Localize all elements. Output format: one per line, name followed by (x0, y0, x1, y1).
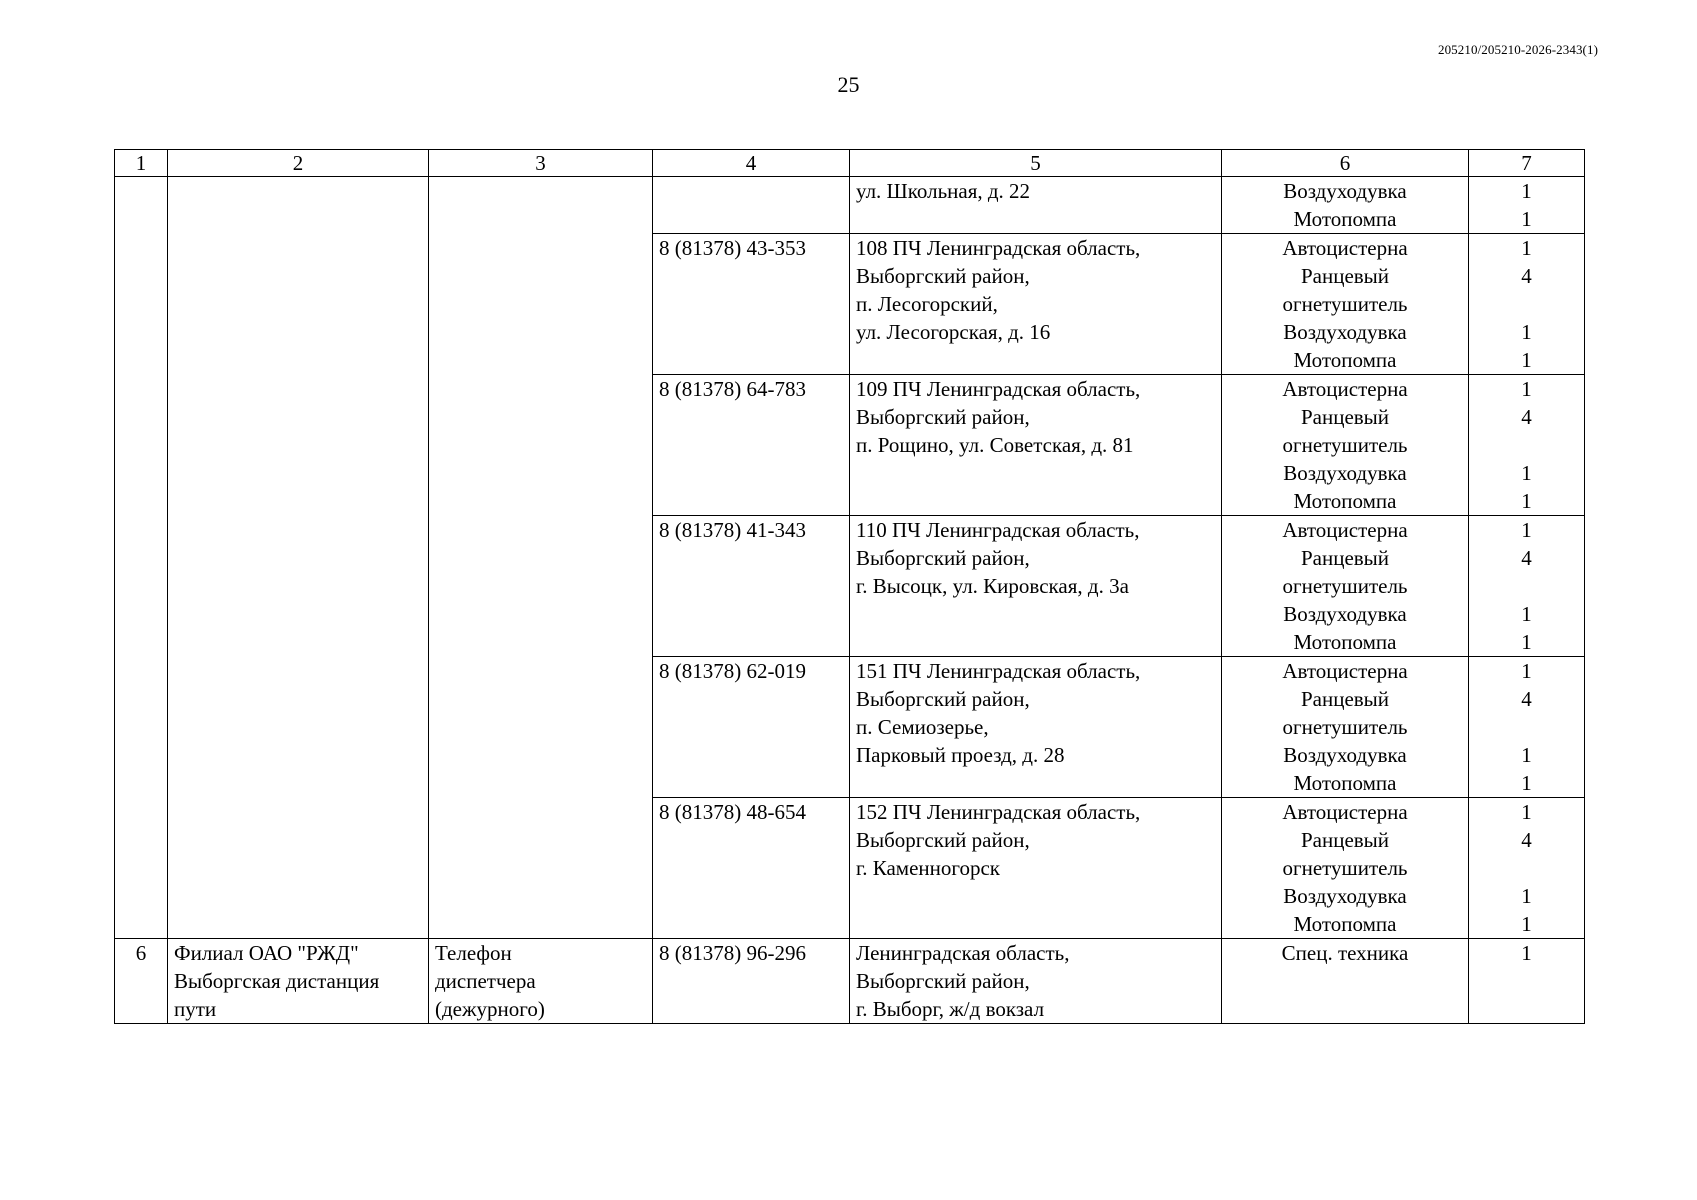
address-line: п. Рощино, ул. Советская, д. 81 (856, 433, 1134, 457)
address-line: п. Лесогорский, (856, 292, 998, 316)
equipment-item: Мотопомпа (1293, 348, 1397, 372)
address-line: ул. Школьная, д. 22 (856, 179, 1031, 203)
quantity-value: 1 (1521, 377, 1532, 401)
phone-cell (653, 657, 850, 798)
address-line: г. Высоцк, ул. Кировская, д. 3а (856, 574, 1129, 598)
main-table (114, 149, 1585, 1024)
quantity-value: 1 (1521, 602, 1532, 626)
equipment-item: Ранцевый (1300, 264, 1390, 288)
equipment-cell (1222, 516, 1469, 657)
address-cell (850, 657, 1222, 798)
column-header: 2 (168, 150, 429, 177)
phone-number: 8 (81378) 96-296 (659, 941, 806, 965)
phone-number: 8 (81378) 48-654 (659, 800, 806, 824)
quantity-value: 4 (1521, 687, 1532, 711)
quantity-value: 1 (1521, 348, 1532, 372)
column-header: 4 (653, 150, 850, 177)
equipment-item: Ранцевый (1300, 828, 1390, 852)
quantity-cell (1469, 234, 1585, 375)
equipment-cell (1222, 375, 1469, 516)
phone-cell (653, 939, 850, 1024)
quantity-value: 1 (1521, 941, 1532, 965)
phone-cell (653, 177, 850, 234)
equipment-cell (1222, 234, 1469, 375)
equipment-item: Ранцевый (1300, 405, 1390, 429)
address-line: 108 ПЧ Ленинградская область, (856, 236, 1141, 260)
contact-line: Телефон (435, 941, 512, 965)
phone-cell (653, 516, 850, 657)
quantity-cell (1469, 516, 1585, 657)
address-line: 110 ПЧ Ленинградская область, (856, 518, 1140, 542)
quantity-value: 1 (1521, 320, 1532, 344)
phone-number: 8 (81378) 62-019 (659, 659, 806, 683)
equipment-item: Мотопомпа (1293, 489, 1397, 513)
equipment-item: Воздуходувка (1283, 743, 1407, 767)
quantity-value (1475, 713, 1578, 741)
contact-cell (429, 177, 653, 939)
quantity-value: 1 (1521, 207, 1532, 231)
quantity-value: 1 (1521, 659, 1532, 683)
quantity-cell (1469, 657, 1585, 798)
phone-number: 8 (81378) 64-783 (659, 377, 806, 401)
address-cell (850, 177, 1222, 234)
address-line: Выборгский район, (856, 264, 1030, 288)
phone-number: 8 (81378) 43-353 (659, 236, 806, 260)
equipment-item: огнетушитель (1282, 856, 1408, 880)
quantity-value (1475, 572, 1578, 600)
contact-line: диспетчера (435, 969, 536, 993)
phone-cell (653, 234, 850, 375)
row-number-cell (115, 177, 168, 939)
row-number-cell (115, 939, 168, 1024)
address-line: п. Семиозерье, (856, 715, 989, 739)
address-line: г. Выборг, ж/д вокзал (856, 997, 1045, 1021)
phone-number: 8 (81378) 41-343 (659, 518, 806, 542)
organization-cell (168, 939, 429, 1024)
equipment-item: Мотопомпа (1293, 912, 1397, 936)
equipment-cell (1222, 177, 1469, 234)
address-line: Выборгский район, (856, 969, 1030, 993)
equipment-item: Воздуходувка (1283, 884, 1407, 908)
address-cell (850, 516, 1222, 657)
quantity-value: 1 (1521, 912, 1532, 936)
address-line: 151 ПЧ Ленинградская область, (856, 659, 1141, 683)
column-header: 5 (850, 150, 1222, 177)
quantity-value: 1 (1521, 630, 1532, 654)
equipment-item: огнетушитель (1282, 292, 1408, 316)
address-line: 152 ПЧ Ленинградская область, (856, 800, 1141, 824)
table-row (115, 177, 1585, 234)
quantity-value: 1 (1521, 236, 1532, 260)
phone-cell (653, 375, 850, 516)
table-body (115, 177, 1585, 1024)
address-line: Ленинградская область, (856, 941, 1070, 965)
quantity-value (1475, 854, 1578, 882)
quantity-value: 4 (1521, 405, 1532, 429)
quantity-value: 4 (1521, 828, 1532, 852)
equipment-item: Ранцевый (1300, 546, 1390, 570)
column-header: 3 (429, 150, 653, 177)
equipment-cell (1222, 798, 1469, 939)
quantity-cell (1469, 375, 1585, 516)
quantity-value: 1 (1521, 743, 1532, 767)
page-number: 25 (837, 72, 860, 97)
equipment-item: Воздуходувка (1283, 461, 1407, 485)
quantity-value: 1 (1521, 489, 1532, 513)
equipment-item: огнетушитель (1282, 715, 1408, 739)
quantity-value: 1 (1521, 518, 1532, 542)
column-header: 7 (1469, 150, 1585, 177)
organization-line: Выборгская дистанция (174, 969, 380, 993)
address-line: 109 ПЧ Ленинградская область, (856, 377, 1141, 401)
organization-line: пути (174, 997, 217, 1021)
quantity-value: 1 (1521, 771, 1532, 795)
quantity-value: 1 (1521, 884, 1532, 908)
address-line: Выборгский район, (856, 687, 1030, 711)
equipment-item: Автоцистерна (1282, 236, 1408, 260)
equipment-item: огнетушитель (1282, 433, 1408, 457)
organization-line: Филиал ОАО "РЖД" (174, 941, 359, 965)
quantity-value: 4 (1521, 264, 1532, 288)
address-line: Парковый проезд, д. 28 (856, 743, 1065, 767)
column-header: 6 (1222, 150, 1469, 177)
quantity-cell (1469, 177, 1585, 234)
equipment-item: Мотопомпа (1293, 771, 1397, 795)
column-number-row (115, 150, 1585, 177)
address-line: Выборгский район, (856, 828, 1030, 852)
address-line: г. Каменногорск (856, 856, 1000, 880)
column-header: 1 (115, 150, 168, 177)
quantity-value (1475, 290, 1578, 318)
phone-cell (653, 798, 850, 939)
organization-cell (168, 177, 429, 939)
equipment-item: огнетушитель (1282, 574, 1408, 598)
contact-cell (429, 939, 653, 1024)
equipment-cell (1222, 657, 1469, 798)
quantity-value: 1 (1521, 800, 1532, 824)
address-cell (850, 234, 1222, 375)
address-line: ул. Лесогорская, д. 16 (856, 320, 1051, 344)
address-line: Выборгский район, (856, 546, 1030, 570)
quantity-cell (1469, 939, 1585, 1024)
address-cell (850, 375, 1222, 516)
equipment-item: Автоцистерна (1282, 659, 1408, 683)
quantity-value: 4 (1521, 546, 1532, 570)
equipment-item: Ранцевый (1300, 687, 1390, 711)
equipment-item: Автоцистерна (1282, 800, 1408, 824)
quantity-value (1475, 431, 1578, 459)
quantity-value: 1 (1521, 461, 1532, 485)
equipment-item: Мотопомпа (1293, 207, 1397, 231)
equipment-item: Спец. техника (1281, 941, 1409, 965)
equipment-cell (1222, 939, 1469, 1024)
equipment-item: Воздуходувка (1283, 179, 1407, 203)
document-id: 205210/205210-2026-2343(1) (1437, 42, 1598, 57)
equipment-item: Автоцистерна (1282, 377, 1408, 401)
equipment-item: Воздуходувка (1283, 602, 1407, 626)
equipment-item: Автоцистерна (1282, 518, 1408, 542)
table-row-railway (115, 939, 1585, 1024)
address-cell (850, 939, 1222, 1024)
address-line: Выборгский район, (856, 405, 1030, 429)
quantity-cell (1469, 798, 1585, 939)
row-number: 6 (135, 941, 147, 965)
address-cell (850, 798, 1222, 939)
quantity-value: 1 (1521, 179, 1532, 203)
equipment-item: Мотопомпа (1293, 630, 1397, 654)
contact-line: (дежурного) (435, 997, 545, 1021)
equipment-item: Воздуходувка (1283, 320, 1407, 344)
